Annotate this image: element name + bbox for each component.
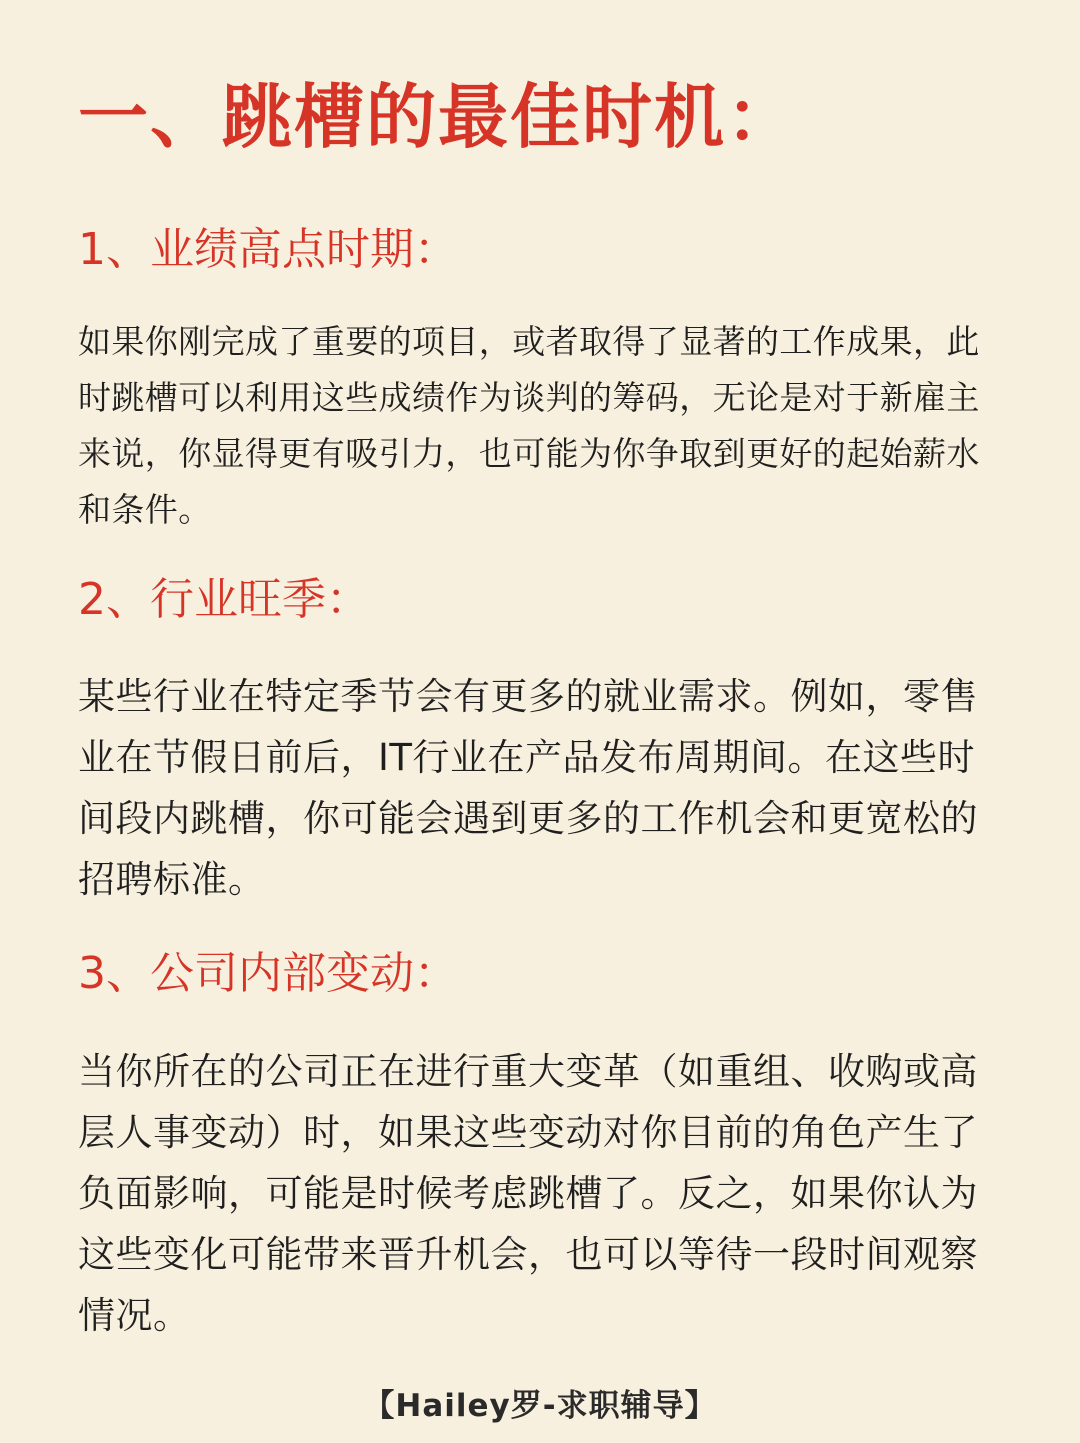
section-heading-2: 2、行业旺季： <box>78 574 370 625</box>
section-heading-3: 3、公司内部变动： <box>78 948 458 999</box>
section-body-2: 某些行业在特定季节会有更多的就业需求。例如，零售业在节假日前后，IT行业在产品发布周期间。在这些时间段内跳槽，你可能会遇到更多的工作机会和更宽松的招聘标准。 <box>78 675 978 901</box>
section-body-1: 如果你刚完成了重要的项目，或者取得了显著的工作成果，此时跳槽可以利用这些成绩作为谈判的筹码，无论是对于新雇主来说，你显得更有吸引力，也可能为你争取到更好的起始薪水和条件。 <box>78 322 980 529</box>
section-heading-1: 1、业绩高点时期： <box>78 224 458 275</box>
section-body-3: 当你所在的公司正在进行重大变革（如重组、收购或高层人事变动）时，如果这些变动对你目前的角色产生了负面影响，可能是时候考虑跳槽了。反之，如果你认为这些变化可能带来晋升机会，也可以等待一段时间观察情况。 <box>78 1050 978 1337</box>
author-footer: 【Hailey罗-求职辅导】 <box>363 1388 717 1424</box>
page-title: 一、跳槽的最佳时机： <box>78 76 798 158</box>
